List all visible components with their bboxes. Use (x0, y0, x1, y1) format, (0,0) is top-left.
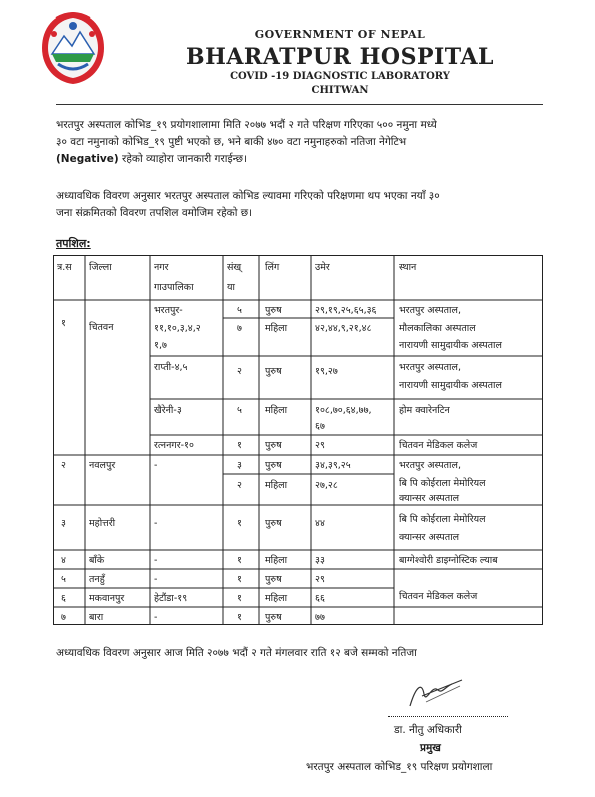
details-paragraph (56, 188, 546, 222)
table-cell: १ (61, 318, 66, 329)
table-cell: १ (237, 440, 242, 451)
signature-line (388, 716, 508, 717)
table-cell: भरतपुर अस्पताल, (399, 460, 461, 471)
table-cell: २ (237, 480, 242, 491)
city-title: CHITWAN (311, 85, 369, 96)
table-cell: २७,२८ (315, 480, 338, 491)
table-cell: होम क्वारेनटिन (399, 405, 450, 416)
header-count-2: या (227, 282, 235, 293)
header-count: संख् (227, 262, 242, 273)
table-cell: राप्ती-४,५ (154, 362, 188, 373)
table-cell: पुरुष (265, 440, 282, 451)
table-cell: महिला (265, 323, 288, 334)
header-municipality: नगर (154, 262, 169, 273)
table-cell: पुरुष (265, 366, 282, 377)
table-cell: पुरुष (265, 305, 282, 316)
header-divider (56, 104, 543, 105)
table-cell: - (154, 460, 158, 471)
intro-line-1: भरतपुर अस्पताल कोभिड_१९ प्रयोगशालामा मिति २०७७ भदौं २ गते परिक्षण गरिएका ५०० नमुना मध्ये (56, 119, 437, 131)
table-cell: हेटौंडा-१९ (154, 593, 188, 604)
table-cell: मकवानपुर (89, 593, 125, 604)
table-cell: ११,१०,३,४,२ (154, 323, 201, 334)
table-cell: १ (237, 593, 242, 604)
table-cell: बि पि कोईराला मेमोरियल (399, 514, 486, 525)
table-cell: ३ (237, 460, 242, 471)
details-line-1: अध्यावधिक विवरण अनुसार भरतपुर अस्पताल कोभिड ल्यावमा गरिएको परिक्षणमा थप भएका नयाँ ३० (56, 190, 440, 202)
table-cell: तनहुँ (89, 574, 105, 585)
intro-line-3 (56, 151, 546, 168)
table-cell: चितवन (89, 322, 114, 333)
table-cell: २९ (315, 574, 325, 585)
table-cell: ४४ (315, 518, 325, 529)
table-cell: पुरुष (265, 518, 282, 529)
table-cell: बाँके (89, 555, 105, 566)
table-cell: - (154, 555, 158, 566)
table-cell: बि पि कोईराला मेमोरियल (399, 478, 486, 489)
table-cell: भरतपुर- (154, 305, 183, 316)
nepal-emblem-icon (34, 8, 112, 88)
table-cell: २९ (315, 440, 325, 451)
table-cell: चितवन मेडिकल कलेज (399, 440, 478, 451)
table-cell: ५ (61, 574, 66, 585)
header-district: जिल्ला (89, 262, 112, 273)
intro-line-3-text: रहेको व्याहोरा जानकारी गराईन्छ। (122, 153, 247, 165)
table-cell: १ (237, 518, 242, 529)
table-cell: ५ (237, 405, 242, 416)
table-cell: पुरुष (265, 574, 282, 585)
details-line-2: जना संक्रमितको विवरण तपशिल वमोजिम रहेको छ। (56, 207, 253, 219)
table-cell: ५ (237, 305, 242, 316)
table-cell: चितवन मेडिकल कलेज (399, 591, 478, 602)
table-cell: ७ (61, 612, 66, 623)
intro-paragraph (56, 117, 546, 168)
table-cell: ७ (237, 323, 242, 334)
closing-statement: अध्यावधिक विवरण अनुसार आज मिति २०७७ भदौं २ गते मंगलवार राति १२ बजे सम्मको नतिजा (56, 647, 417, 659)
negative-label: (Negative) (56, 153, 119, 165)
table-cell: महिला (265, 593, 288, 604)
table-cell: १ (237, 555, 242, 566)
table-cell: ३३ (315, 555, 325, 566)
table-cell: १९,२७ (315, 366, 338, 377)
table-cell: मौलकालिका अस्पताल (399, 323, 476, 334)
table-cell: महोत्तरी (89, 518, 116, 529)
table-cell: बाग्गेश्वोरी डाइग्नोस्टिक ल्याब (399, 555, 498, 566)
table-cell: २९,१९,२५,६५,३६ (315, 305, 377, 316)
table-cell: नारायणी सामुदायीक अस्पताल (399, 340, 502, 351)
table-cell: १ (237, 612, 242, 623)
table-cell: - (154, 612, 158, 623)
section-title: तपशिल: (56, 237, 91, 250)
table-cell: ३ (61, 518, 66, 529)
table-cell: पुरुष (265, 612, 282, 623)
table-cell: २ (237, 366, 242, 377)
table-cell: खैरेनी-३ (154, 405, 182, 416)
table-cell: १,७ (154, 340, 167, 351)
table-cell: भरतपुर अस्पताल, (399, 305, 461, 316)
table-cell: क्यान्सर अस्पताल (399, 493, 460, 504)
government-title: GOVERNMENT OF NEPAL (254, 28, 426, 41)
table-cell: २ (61, 460, 66, 471)
table-cell: ३४,३९,२५ (315, 460, 351, 471)
table-cell: ६६ (315, 593, 325, 604)
cases-table (53, 255, 543, 625)
lab-title: COVID -19 DIAGNOSTIC LABORATORY (230, 71, 450, 82)
table-cell: ४२,४४,९,२१,४८ (315, 323, 372, 334)
table-cell: नारायणी सामुदायीक अस्पताल (399, 380, 502, 391)
table-cell: बारा (89, 612, 104, 623)
table-cell: ७७ (315, 612, 325, 623)
signatory-title: प्रमुख (420, 742, 441, 754)
table-cell: - (154, 518, 158, 529)
table-cell: रत्ननगर-१० (154, 440, 194, 451)
table-cell: भरतपुर अस्पताल, (399, 362, 461, 373)
table-cell: - (154, 574, 158, 585)
handwritten-signature (402, 676, 472, 712)
hospital-title: BHARATPUR HOSPITAL (185, 44, 495, 70)
table-cell: १०८,७०,६४,७७, (315, 405, 372, 416)
table-cell: महिला (265, 405, 288, 416)
table-cell: महिला (265, 555, 288, 566)
header-municipality-2: गाउपालिका (154, 282, 194, 293)
table-cell: ४ (61, 555, 66, 566)
table-cell: ६ (61, 593, 66, 604)
signatory-name: डा. नीतु अधिकारी (394, 724, 462, 736)
table-cell: महिला (265, 480, 288, 491)
header-sn: त्र.स (57, 262, 72, 273)
table-cell: पुरुष (265, 460, 282, 471)
table-cell: नवलपुर (89, 460, 116, 471)
header-gender: लिंग (265, 262, 280, 273)
table-cell: ६७ (315, 421, 325, 432)
intro-line-2: ३० वटा नमुनाको कोभिड_१९ पुष्टी भएको छ, भने बाकी ४७० वटा नमुनाहरुको नतिजा नेगेटिभ (56, 136, 407, 148)
table-cell: १ (237, 574, 242, 585)
table-cell: क्यान्सर अस्पताल (399, 532, 460, 543)
header-place: स्थान (399, 262, 417, 273)
signatory-office: भरतपुर अस्पताल कोभिड_१९ परिक्षण प्रयोगशाला (306, 761, 493, 773)
header-age: उमेर (315, 262, 330, 273)
